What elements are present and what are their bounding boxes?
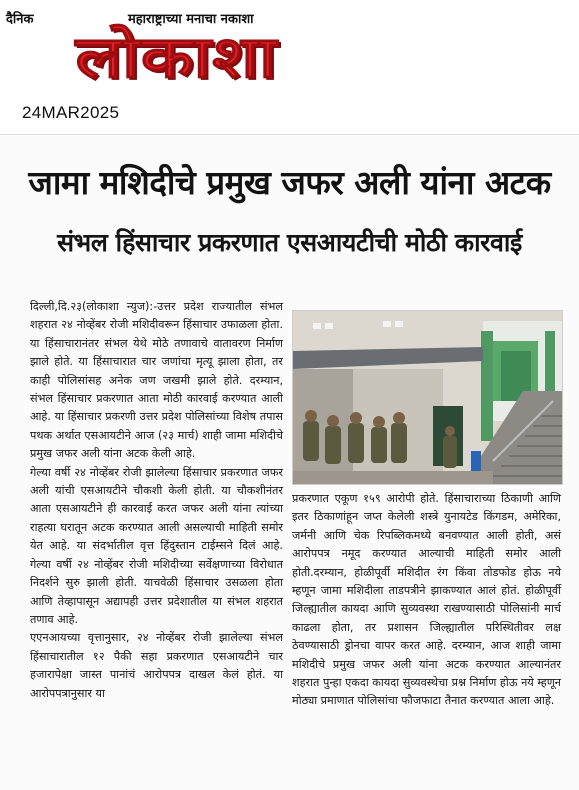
edition-label: दैनिक bbox=[6, 12, 34, 27]
article-headline: जामा मशिदीचे प्रमुख जफर अली यांना अटक bbox=[28, 163, 551, 202]
newspaper-logo: लोकाशा bbox=[75, 23, 278, 91]
article-right-column bbox=[292, 490, 561, 711]
news-photo bbox=[292, 310, 563, 485]
news-photo-illustration bbox=[293, 311, 562, 484]
paragraph: एएनआयच्या वृत्तानुसार, २४ नोव्हेंबर रोजी झालेल्या संभल हिंसाचारातील १२ पैकी सहा प्रकरणात एसआयटीने चार हजारापेक्षा जास्त पानांचं आरोपपत्र दाखल केलं होतं. या आरोपपत्रानुसार या bbox=[30, 631, 283, 700]
paragraph: गेल्या वर्षी २४ नोव्हेंबर रोजी झालेल्या हिंसाचार प्रकरणात जफर अली यांची एसआयटीने चौकशी केली होती. या चौकशीनंतर आता एसआयटीने ही कारवाई करत जफर अली यांना त्यांच्या राहत्या घरातून अटक करण्यात आली असल्याची माहिती समोर येत आहे. या संदर्भातील वृत्त हिंदुस्तान टाईम्सने दिलं आहे. गेल्या वर्षी २४ नोव्हेंबर रोजी मशिदीच्या सर्वेक्षणाच्या विरोधात निदर्शने सुरु झाली होती. याचवेळी हिंसाचार उसळला होता आणि तेव्हापासून अद्यापही उत्तर प्रदेशातील या संभल शहरात तणाव आहे. bbox=[30, 465, 283, 626]
paragraph: दिल्ली,दि.२३(लोकाशा न्युज):-उत्तर प्रदेश राज्यातील संभल शहरात २४ नोव्हेंबर रोजी मशिदीवरून हिंसाचार उफाळला होता. या हिंसाचारानंतर संभल येथे मोठे तणावाचे वातावरण निर्माण झाले होते. या हिंसाचारात चार जणांचा मृत्यू झाला होता, तर काही पोलिसांसह अनेक जण जखमी झाले होते. दरम्यान, संभल हिंसाचार प्रकरणात आता मोठी कारवाई करण्यात आली आहे. या हिंसाचार प्रकरणी उत्तर प्रदेश पोलिसांच्या विशेष तपास पथक अर्थात एसआयटीने आज (२३ मार्च) शाही जामा मशिदीचे प्रमुख जफर अली यांना अटक केली आहे. bbox=[30, 300, 283, 461]
masthead-tagline: महाराष्ट्राच्या मनाचा नकाशा bbox=[128, 12, 254, 27]
article-left-column bbox=[30, 298, 283, 703]
publication-date: 24MAR2025 bbox=[22, 103, 120, 122]
article-subheadline: संभल हिंसाचार प्रकरणात एसआयटीची मोठी कारवाई bbox=[57, 228, 522, 257]
paragraph: प्रकरणात एकूण १५९ आरोपी होते. हिंसाचाराच्या ठिकाणी आणि इतर ठिकाणांहून जप्त केलेली शस्त्रे युनायटेड किंगडम, अमेरिका, जर्मनी आणि चेक रिपब्लिकमध्ये बनवण्यात आली होती, असं आरोपपत्र नमूद करण्यात आल्याची माहिती समोर आली होती.दरम्यान, होळीपूर्वी मशिदीत रंग किंवा तोडफोड होऊ नये म्हणून जामा मशिदीला ताडपत्रीने झाकण्यात आलं होतं. होळीपूर्वी जिल्ह्यातील कायदा आणि सुव्यवस्था राखण्यासाठी पोलिसांनी मार्च काढला होता, तर प्रशासन जिल्ह्यातील परिस्थितीवर लक्ष ठेवण्यासाठी ड्रोनचा वापर करत आहे. दरम्यान, आज शाही जामा मशिदीचे प्रमुख जफर अली यांना अटक करण्यात आल्यानंतर शहरात पुन्हा एकदा कायदा सुव्यवस्थेचा प्रश्न निर्माण होऊ नये म्हणून मोठ्या प्रमाणात पोलिसांचा फौजफाटा तैनात करण्यात आला आहे. bbox=[292, 492, 561, 708]
masthead bbox=[0, 0, 579, 98]
